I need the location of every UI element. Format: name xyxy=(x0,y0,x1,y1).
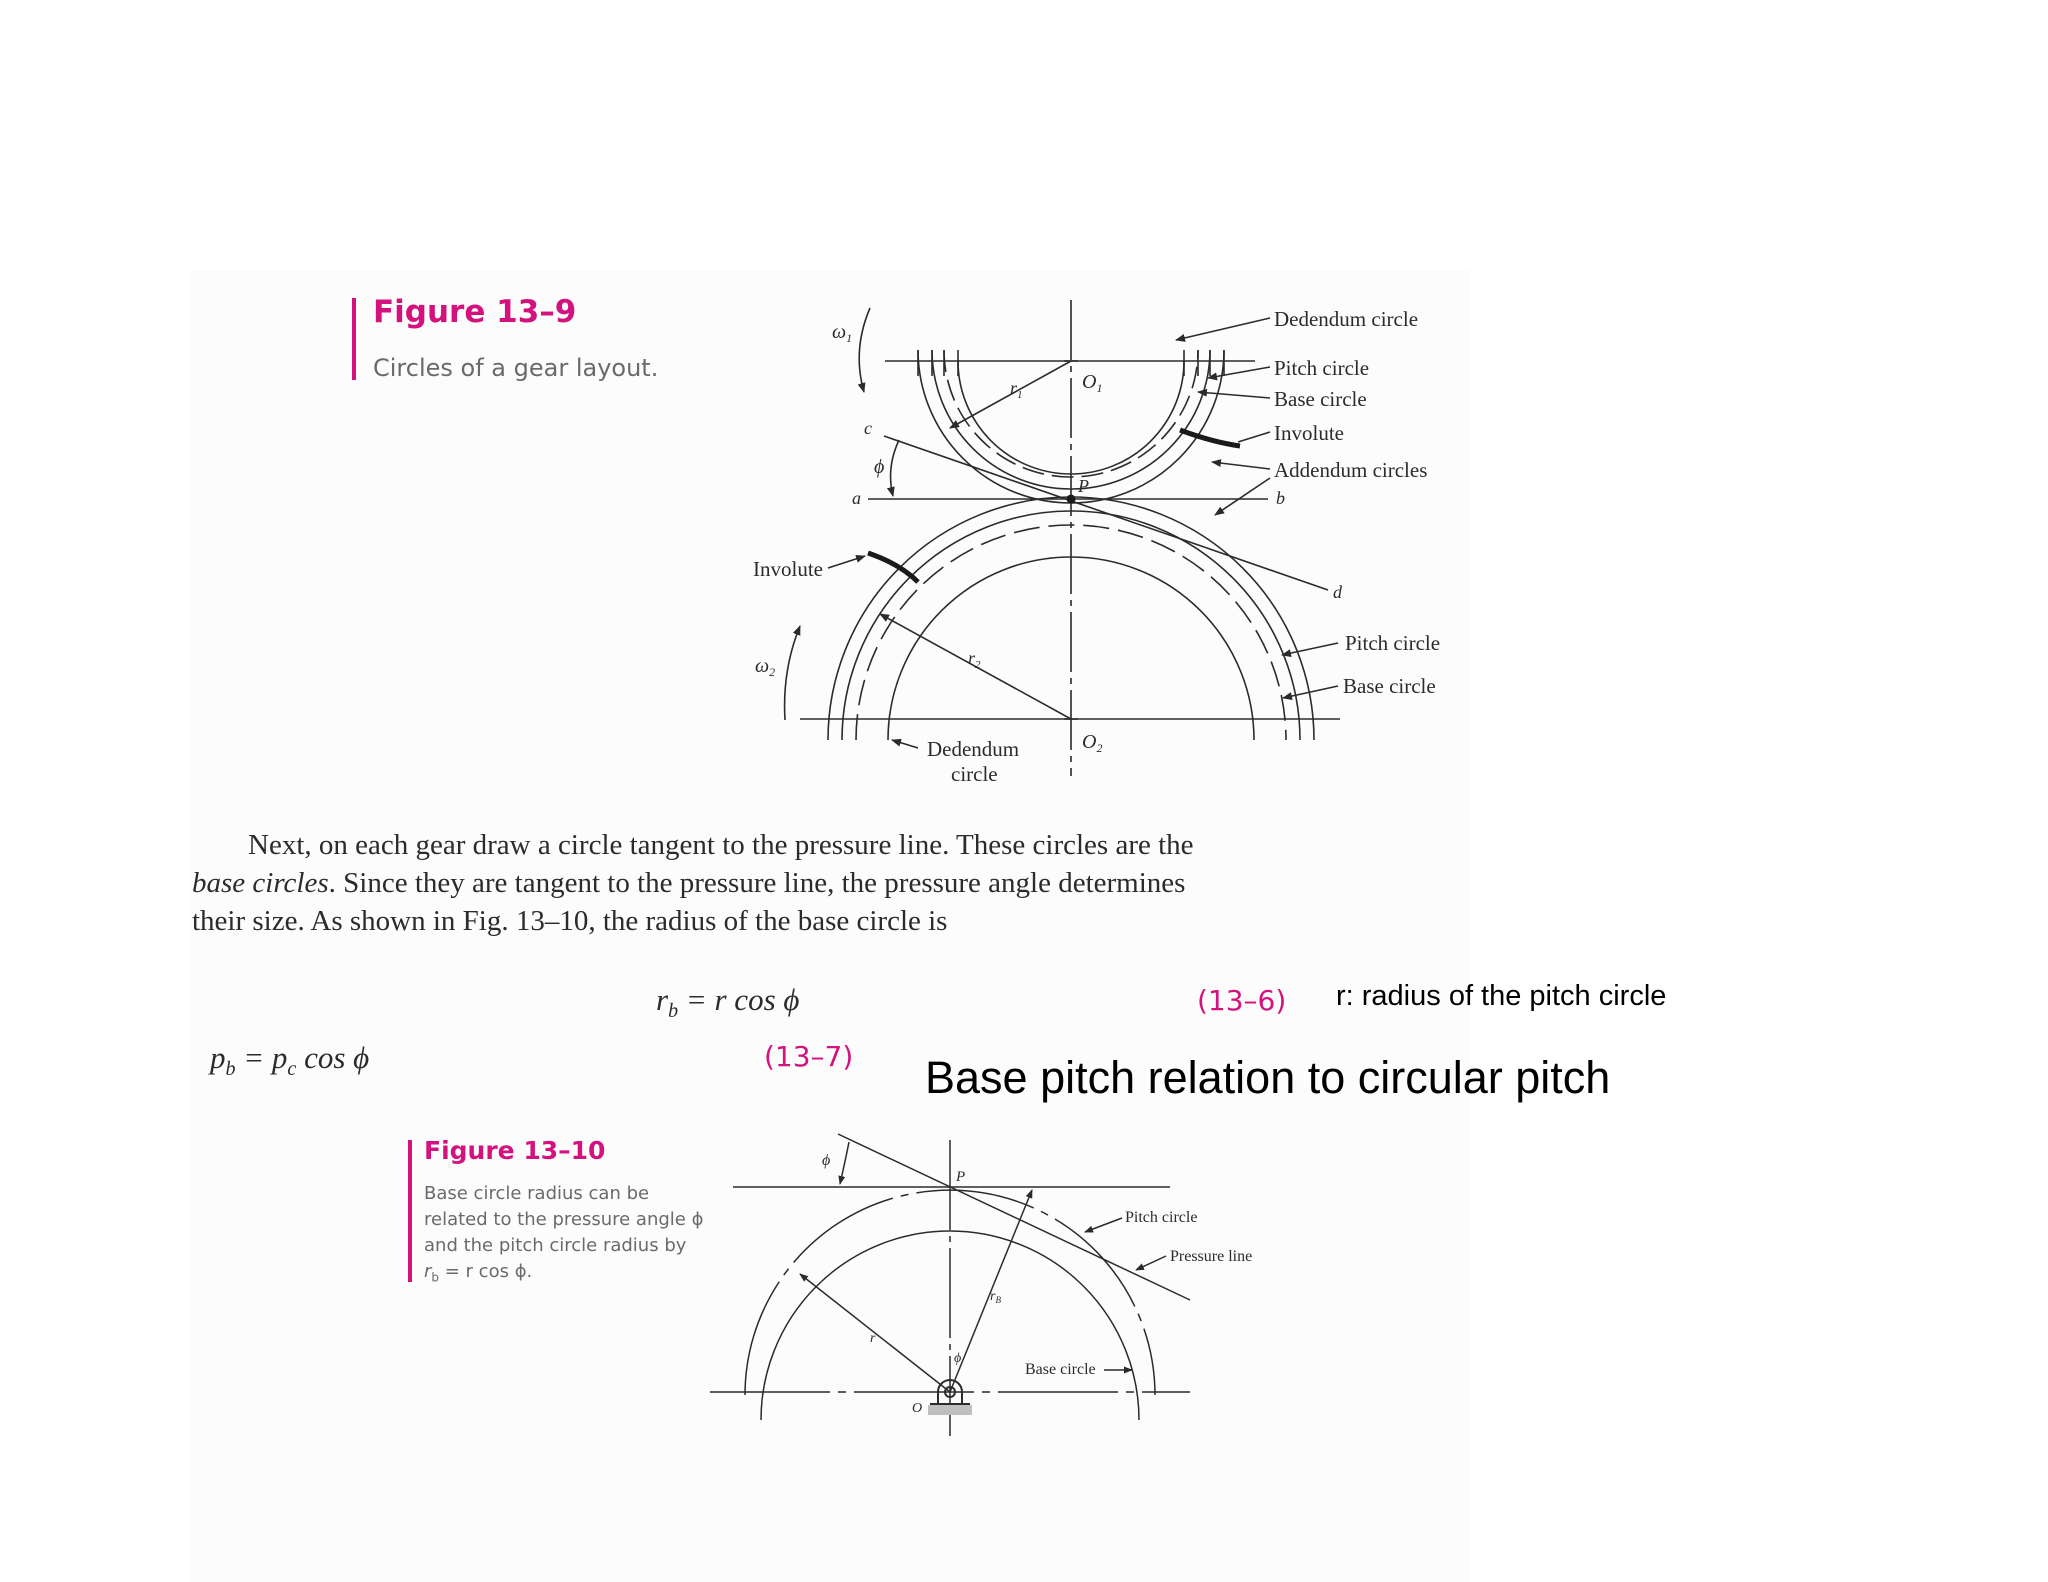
caption-rb-sub: b xyxy=(431,1270,440,1285)
eq2-rhs: cos ϕ xyxy=(296,1040,370,1075)
eq1-lhs-sub: b xyxy=(668,1000,679,1023)
label-phi: ϕ xyxy=(874,456,885,478)
figure-caption: Circles of a gear layout. xyxy=(373,354,659,382)
note-pitch-radius: r: radius of the pitch circle xyxy=(1336,980,1667,1012)
label-omega2: $\omega_2$ xyxy=(755,655,776,679)
paragraph-line-3: their size. As shown in Fig. 13–10, the radius of the base circle is xyxy=(192,905,948,937)
fig2-label-pitch-circle: Pitch circle xyxy=(1125,1209,1198,1226)
label-o1: $O_1$ xyxy=(1082,371,1103,395)
label-r2: $r_2$ xyxy=(968,648,981,671)
figure2-caption-line2: related to the pressure angle ϕ xyxy=(424,1209,704,1230)
fig2-label-phi-center: ϕ xyxy=(954,1351,962,1366)
label-involute-left: Involute xyxy=(753,557,823,581)
fig2-label-r: r xyxy=(870,1331,876,1346)
fig2-label-pressure-line: Pressure line xyxy=(1170,1248,1253,1265)
equation-number-13-6: (13–6) xyxy=(1197,984,1287,1017)
paragraph-line-1: Next, on each gear draw a circle tangent to the pressure line. These circles are the xyxy=(248,829,1194,861)
label-b: b xyxy=(1276,488,1285,508)
label-dedendum-bottom-line2: circle xyxy=(951,762,998,786)
label-a: a xyxy=(852,488,861,508)
label-dedendum-bottom-line1: Dedendum xyxy=(927,737,1020,761)
figure2-caption-line1: Base circle radius can be xyxy=(424,1183,650,1204)
label-p: P xyxy=(1078,476,1089,496)
fig2-label-o: O xyxy=(912,1401,923,1416)
eq1-lhs: r xyxy=(656,982,669,1017)
label-pitch-circle-top: Pitch circle xyxy=(1274,356,1370,380)
label-d: d xyxy=(1333,582,1342,602)
eq1-rhs: = r cos ϕ xyxy=(678,982,800,1017)
eq2-mid-sub: c xyxy=(287,1058,297,1081)
caption-rb: r xyxy=(424,1261,432,1282)
fig2-label-phi-top: ϕ xyxy=(822,1152,831,1169)
eq2-mid: = p xyxy=(235,1040,288,1075)
paragraph-line-2-rest: . Since they are tangent to the pressure line, the pressure angle determines xyxy=(328,867,1186,899)
caption-rb-rest: = r cos ϕ. xyxy=(439,1261,533,1282)
fig2-label-rb: $r_B$ xyxy=(990,1289,1001,1305)
eq2-lhs-sub: b xyxy=(225,1058,236,1081)
paragraph-emphasis: base circles xyxy=(192,867,329,899)
figure-title: Figure 13–9 xyxy=(373,294,577,330)
label-involute-top: Involute xyxy=(1274,421,1344,445)
label-addendum-circles: Addendum circles xyxy=(1274,458,1428,482)
label-base-circle-top: Base circle xyxy=(1274,387,1367,411)
pivot-ground xyxy=(928,1405,972,1415)
label-c: c xyxy=(864,418,872,438)
phi-angle-arc xyxy=(840,1142,849,1184)
label-r1: $r_1$ xyxy=(1010,378,1023,401)
figure2-title: Figure 13–10 xyxy=(424,1136,606,1165)
label-omega1: $\omega_1$ xyxy=(832,321,853,345)
label-base-circle-bottom: Base circle xyxy=(1343,674,1436,698)
equation-number-13-7: (13–7) xyxy=(764,1040,854,1073)
label-pitch-circle-bottom: Pitch circle xyxy=(1345,631,1441,655)
note-base-pitch: Base pitch relation to circular pitch xyxy=(925,1052,1611,1103)
figure2-caption-line3: and the pitch circle radius by xyxy=(424,1235,687,1256)
fig2-label-p: P xyxy=(956,1169,966,1185)
label-o2: $O_2$ xyxy=(1082,731,1103,755)
eq2-lhs: p xyxy=(210,1040,226,1075)
label-dedendum-circle-top: Dedendum circle xyxy=(1274,307,1419,331)
fig2-label-base-circle: Base circle xyxy=(1025,1361,1096,1378)
